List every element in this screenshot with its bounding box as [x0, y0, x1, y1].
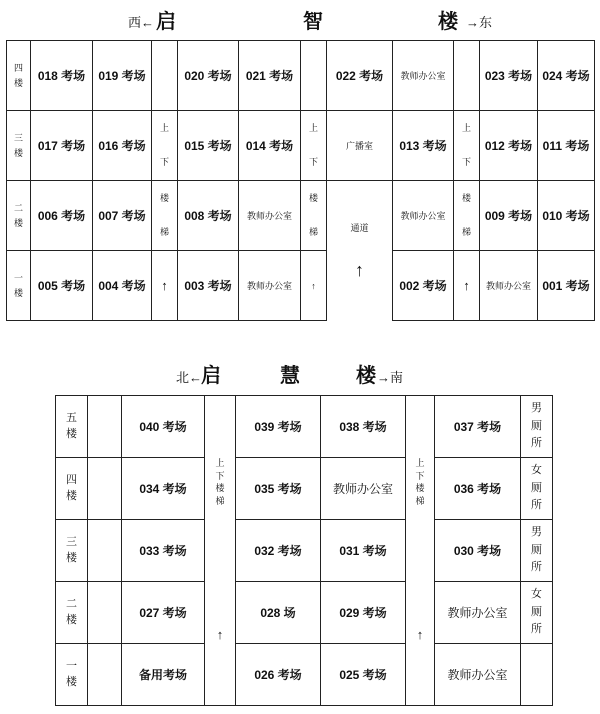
floor-1-row [7, 251, 595, 321]
empty-cell [88, 520, 122, 582]
floor-2-row [7, 181, 595, 251]
room: 014 考场 [239, 111, 301, 181]
title-char-1: 启 [201, 365, 221, 387]
room: 027 考场 [122, 582, 205, 644]
empty-cell [88, 644, 122, 706]
title-char-2: 慧 [280, 365, 300, 387]
room: 011 考场 [538, 111, 595, 181]
room: 备用考场 [122, 644, 205, 706]
room: 037 考场 [435, 396, 521, 458]
teacher-office: 教师办公室 [480, 251, 538, 321]
empty-cell [521, 644, 553, 706]
room: 023 考场 [480, 41, 538, 111]
room: 034 考场 [122, 458, 205, 520]
room: 019 考场 [93, 41, 152, 111]
floor-label: 四 楼 [56, 458, 88, 520]
up-arrow-icon: ↑ [152, 251, 178, 321]
floor-label: 二 楼 [56, 582, 88, 644]
west-direction: 西← [128, 15, 155, 30]
up-arrow-icon: ↑ [216, 626, 224, 642]
up-arrow-icon: ↑ [301, 251, 327, 321]
room: 006 考场 [31, 181, 93, 251]
passage-label: 通道 [350, 222, 369, 233]
stair-cell [454, 41, 480, 111]
room: 003 考场 [178, 251, 239, 321]
room: 002 考场 [393, 251, 454, 321]
stair-label: 上 下 楼 梯 [415, 458, 425, 506]
title-char-3: 楼 [438, 11, 458, 33]
stairwell-north [205, 396, 236, 706]
room: 016 考场 [93, 111, 152, 181]
room: 009 考场 [480, 181, 538, 251]
north-direction: 北← [176, 370, 203, 385]
restroom-women: 女 厕 所 [521, 582, 553, 644]
stair-cell [152, 41, 178, 111]
room: 040 考场 [122, 396, 205, 458]
room: 007 考场 [93, 181, 152, 251]
room: 021 考场 [239, 41, 301, 111]
east-direction: →东 [466, 15, 493, 30]
room: 033 考场 [122, 520, 205, 582]
room: 013 考场 [393, 111, 454, 181]
stair-up-down: 上 下 [301, 111, 327, 181]
restroom-men: 男 厕 所 [521, 520, 553, 582]
room: 010 考场 [538, 181, 595, 251]
floor-label: 二 楼 [7, 181, 31, 251]
room: 036 考场 [435, 458, 521, 520]
room: 017 考场 [31, 111, 93, 181]
floor-label: 一 楼 [56, 644, 88, 706]
room: 032 考场 [236, 520, 321, 582]
room: 008 考场 [178, 181, 239, 251]
teacher-office: 教师办公室 [435, 582, 521, 644]
floor-3-row [7, 111, 595, 181]
room: 012 考场 [480, 111, 538, 181]
stair-up-down: 上 下 [152, 111, 178, 181]
empty-cell [88, 396, 122, 458]
stairwell-south [406, 396, 435, 706]
building2-floor-plan [55, 395, 553, 706]
room: 038 考场 [321, 396, 406, 458]
stair-label: 楼 梯 [152, 181, 178, 251]
room: 005 考场 [31, 251, 93, 321]
empty-cell [88, 458, 122, 520]
room: 025 考场 [321, 644, 406, 706]
building1-title [128, 12, 518, 36]
floor-4-row [7, 41, 595, 111]
floor-label: 一 楼 [7, 251, 31, 321]
floor-label: 三 楼 [7, 111, 31, 181]
room: 039 考场 [236, 396, 321, 458]
building1-floor-plan [6, 40, 595, 321]
up-arrow-icon: ↑ [416, 626, 424, 642]
floor-1-row [56, 644, 553, 706]
south-direction: →南 [377, 370, 404, 385]
up-arrow-icon: ↑ [454, 251, 480, 321]
teacher-office: 教师办公室 [393, 181, 454, 251]
stair-cell [301, 41, 327, 111]
floor-4-row [56, 458, 553, 520]
room: 026 考场 [236, 644, 321, 706]
stair-up-down: 上 下 [454, 111, 480, 181]
title-char-1: 启 [156, 11, 176, 33]
floor-5-row [56, 396, 553, 458]
passage [327, 181, 393, 321]
floor-3-row [56, 520, 553, 582]
room: 029 考场 [321, 582, 406, 644]
room: 030 考场 [435, 520, 521, 582]
room: 004 考场 [93, 251, 152, 321]
building2-title [176, 366, 416, 390]
stair-label: 上 下 楼 梯 [215, 458, 225, 506]
teacher-office: 教师办公室 [393, 41, 454, 111]
title-char-3: 楼 [356, 365, 376, 387]
restroom-women: 女 厕 所 [521, 458, 553, 520]
room: 035 考场 [236, 458, 321, 520]
teacher-office: 教师办公室 [435, 644, 521, 706]
floor-label: 三 楼 [56, 520, 88, 582]
room: 015 考场 [178, 111, 239, 181]
room: 024 考场 [538, 41, 595, 111]
floor-label: 四 楼 [7, 41, 31, 111]
floor-2-row [56, 582, 553, 644]
room: 022 考场 [327, 41, 393, 111]
stair-label: 楼 梯 [454, 181, 480, 251]
teacher-office: 教师办公室 [239, 251, 301, 321]
room: 031 考场 [321, 520, 406, 582]
stair-label: 楼 梯 [301, 181, 327, 251]
floor-label: 五 楼 [56, 396, 88, 458]
broadcast-room: 广播室 [327, 111, 393, 181]
teacher-office: 教师办公室 [239, 181, 301, 251]
title-char-2: 智 [303, 11, 323, 33]
room: 018 考场 [31, 41, 93, 111]
empty-cell [88, 582, 122, 644]
restroom-men: 男 厕 所 [521, 396, 553, 458]
room: 028 场 [236, 582, 321, 644]
room: 001 考场 [538, 251, 595, 321]
teacher-office: 教师办公室 [321, 458, 406, 520]
up-arrow-icon: ↑ [355, 259, 364, 280]
room: 020 考场 [178, 41, 239, 111]
